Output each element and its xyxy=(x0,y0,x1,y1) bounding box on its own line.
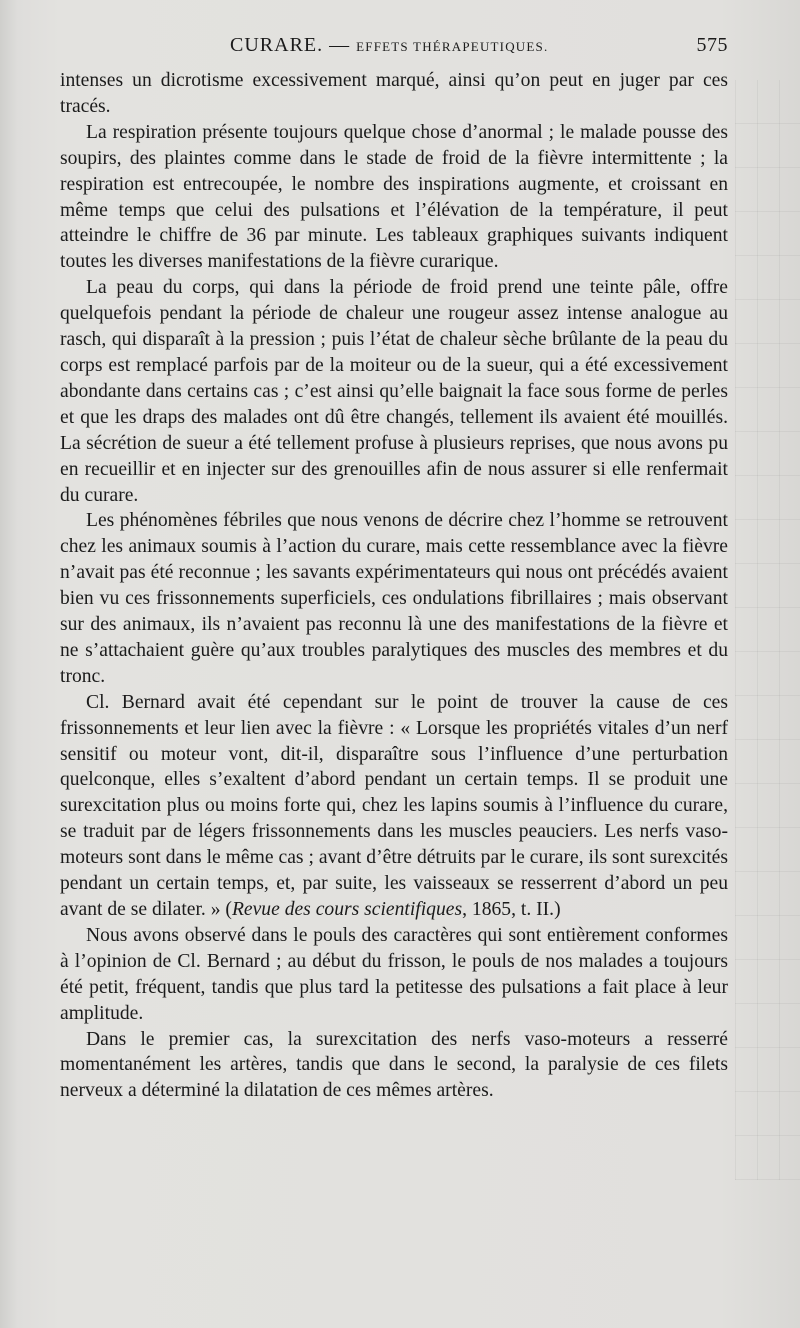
running-title-dash: — xyxy=(323,34,357,56)
citation-details: , 1865, t. II.) xyxy=(462,899,561,920)
page-number: 575 xyxy=(696,34,728,56)
paragraph-4: Les phénomènes fébriles que nous venons de décrire chez l’homme se retrouvent chez les animaux soumis à l’action du curare, mais cette ressemblance avec la fièvre n’avait pas été reconnue ; les savants expérimentateurs qui nous ont précédés avaient bien vu ces frissonnements superficiels, ces ondulations fibrillaires ; mais observant sur des animaux, ils n’avaient pas reconnu là une des manifestations de la fièvre et ne s’attachaient guère qu’aux troubles paralytiques des muscles des membres et du tronc. xyxy=(60,510,728,687)
running-title-main: CURARE. xyxy=(230,34,324,56)
bleed-through-grid xyxy=(735,80,800,1180)
paragraph-7: Dans le premier cas, la surexcitation des nerfs vaso-moteurs a resserré momentanément les artères, tandis que dans le second, la paralysie de ces filets nerveux a déterminé la dilatation de ces mêmes artères. xyxy=(60,1028,728,1102)
running-title-sub: EFFETS THÉRAPEUTIQUES. xyxy=(356,39,549,54)
paragraph-1: intenses un dicrotisme excessivement marqué, ainsi qu’on peut en juger par ces tracés. xyxy=(60,70,728,117)
paragraph-5 xyxy=(60,690,728,923)
running-title xyxy=(230,34,548,57)
running-header xyxy=(60,34,728,62)
body-text xyxy=(60,68,728,1104)
paragraph-3: La peau du corps, qui dans la période de froid prend une teinte pâle, offre quelquefois pendant la période de chaleur une rougeur assez intense analogue au rasch, qui disparaît à la pression ; puis l’état de chaleur sèche brûlante de la peau du corps est remplacé parfois par de la moiteur ou de la sueur, qui a été excessivement abondante dans certains cas ; c’est ainsi qu’elle baignait la face sous forme de perles et que les draps des malades ont dû être changés, tellement ils avaient été mouillés. La sécrétion de sueur a été tellement profuse à plusieurs reprises, que nous avons pu en recueillir et en injecter sur des grenouilles afin de nous assurer si elle renfermait du curare. xyxy=(60,277,728,506)
journal-citation: Revue des cours scientifiques xyxy=(231,899,463,920)
paragraph-5-text: Cl. Bernard avait été cependant sur le point de trouver la cause de ces frissonnements et leur lien avec la fièvre : « Lorsque les propriétés vitales d’un nerf sensitif ou moteur vont, dit-il, disparaître sous l’influence d’une perturbation quelconque, elles s’exaltent d’abord pendant un certain temps. Il se produit une surexcitation plus ou moins forte qui, chez les lapins soumis à l’influence du curare, se traduit par de légers frissonnements dans les muscles peauciers. Les nerfs vaso-moteurs sont dans le même cas ; avant d’être détruits par le curare, ils sont surexcités pendant un certain temps, et, par suite, les vaisseaux se resserrent d’abord un peu avant de se dilater. » ( xyxy=(60,691,728,920)
paragraph-6: Nous avons observé dans le pouls des caractères qui sont entièrement conformes à l’opinion de Cl. Bernard ; au début du frisson, le pouls de nos malades a toujours été petit, fréquent, tandis que plus tard la petitesse des pulsations a fait place à leur amplitude. xyxy=(60,924,728,1024)
paragraph-2: La respiration présente toujours quelque chose d’anormal ; le malade pousse des soupirs, des plaintes comme dans le stade de froid de la fièvre intermittente ; la respiration est entrecoupée, le nombre des inspirations augmente, et croissant en même temps que celui des pulsations et l’élévation de la température, il peut atteindre le chiffre de 36 par minute. Les tableaux graphiques suivants indiquent toutes les diverses manifestations de la fièvre curarique. xyxy=(60,121,728,273)
